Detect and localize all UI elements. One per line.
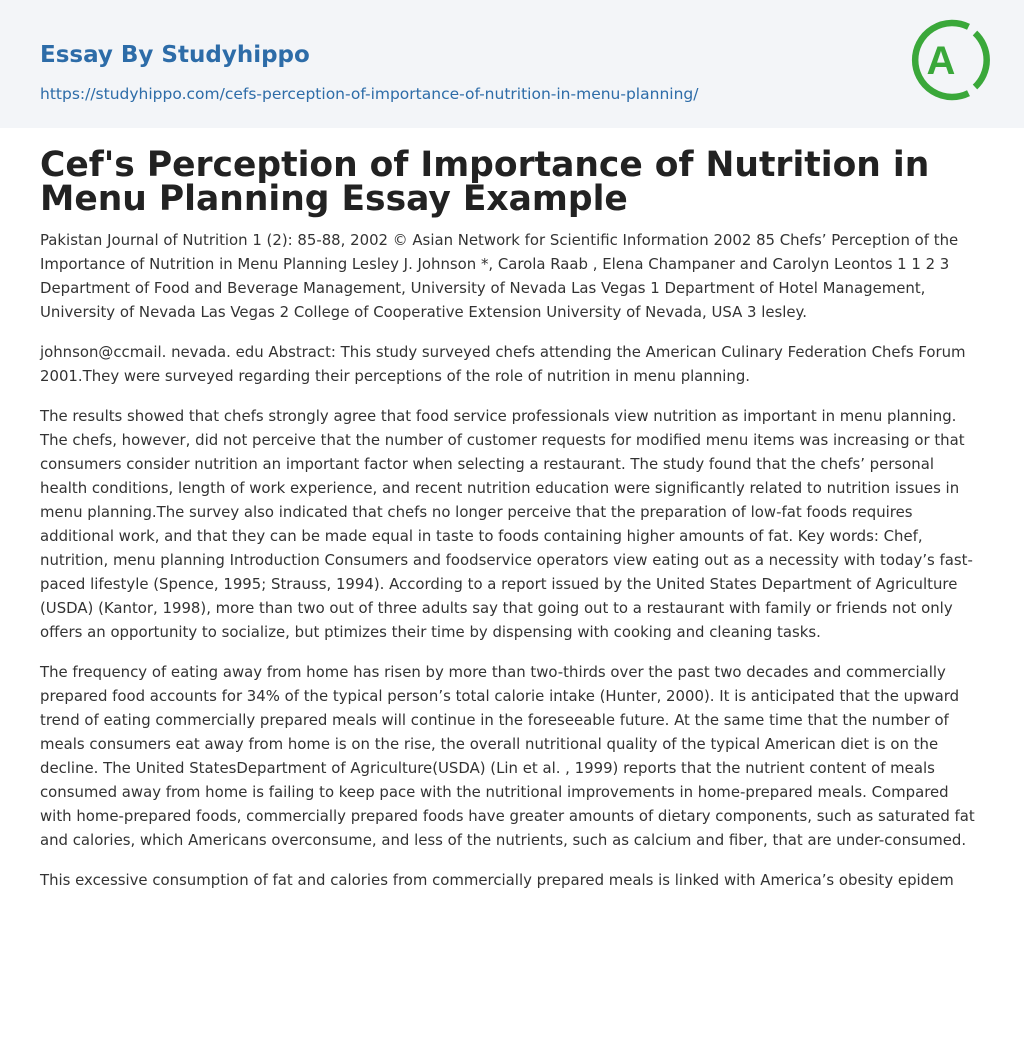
essay-paragraph: This excessive consumption of fat and calories from commercially prepared meals is linked with America’s obesity epidem <box>40 871 954 889</box>
site-header <box>0 0 1024 128</box>
essay-paragraph: Pakistan Journal of Nutrition 1 (2): 85-88, 2002 © Asian Network for Scientific Information 2002 85 Chefs’ Perception of the Importance of Nutrition in Menu Planning Lesley J. Johnson *, Carola Raab , Elena Champaner and Carolyn Leontos 1 1 2 3 Department of Food and Beverage Management, University of Nevada Las Vegas 1 Department of Hotel Management, University of Nevada Las Vegas 2 College of Cooperative Extension University of Nevada, USA 3 lesley. <box>40 231 959 321</box>
essay-paragraph: The frequency of eating away from home has risen by more than two-thirds over the past two decades and commercially prepared food accounts for 34% of the typical person’s total calorie intake (Hunter, 2000). It is anticipated that the upward trend of eating commercially prepared meals will continue in the foreseeable future. At the same time that the number of meals consumers eat away from home is on the rise, the overall nutritional quality of the typical American diet is on the decline. The United StatesDepartment of Agriculture(USDA) (Lin et al. , 1999) reports that the nutrient content of meals consumed away from home is failing to keep pace with the nutritional improvements in home-prepared meals. Compared with home-prepared foods, commercially prepared foods have greater amounts of dietary components, such as saturated fat and calories, which Americans overconsume, and less of the nutrients, such as calcium and fiber, that are under-consumed. <box>40 663 975 849</box>
logo-letter: A <box>926 39 956 83</box>
page-title: Cef's Perception of Importance of Nutrition in Menu Planning Essay Example <box>40 145 930 219</box>
essay-url-link[interactable]: https://studyhippo.com/cefs-perception-of-importance-of-nutrition-in-menu-planning/ <box>40 85 699 103</box>
essay-paragraph: The results showed that chefs strongly agree that food service professionals view nutrition as important in menu planning. The chefs, however, did not perceive that the number of customer requests for modified menu items was increasing or that consumers consider nutrition an important factor when selecting a restaurant. The study found that the chefs’ personal health conditions, length of work experience, and recent nutrition education were significantly related to nutrition issues in menu planning.The survey also indicated that chefs no longer perceive that the preparation of low-fat foods requires additional work, and that they can be made equal in taste to foods containing higher amounts of fat. Key words: Chef, nutrition, menu planning Introduction Consumers and foodservice operators view eating out as a necessity with today’s fast-paced lifestyle (Spence, 1995; Strauss, 1994). According to a report issued by the United States Department of Agriculture (USDA) (Kantor, 1998), more than two out of three adults say that going out to a restaurant with family or friends not only offers an opportunity to socialize, but ptimizes their time by dispensing with cooking and cleaning tasks. <box>40 407 973 641</box>
essay-body <box>40 228 984 908</box>
site-brand[interactable]: Essay By Studyhippo <box>40 42 310 68</box>
studyhippo-logo-icon[interactable] <box>905 16 991 108</box>
essay-paragraph: johnson@ccmail. nevada. edu Abstract: This study surveyed chefs attending the American Culinary Federation Chefs Forum 2001.They were surveyed regarding their perceptions of the role of nutrition in menu planning. <box>40 343 966 385</box>
